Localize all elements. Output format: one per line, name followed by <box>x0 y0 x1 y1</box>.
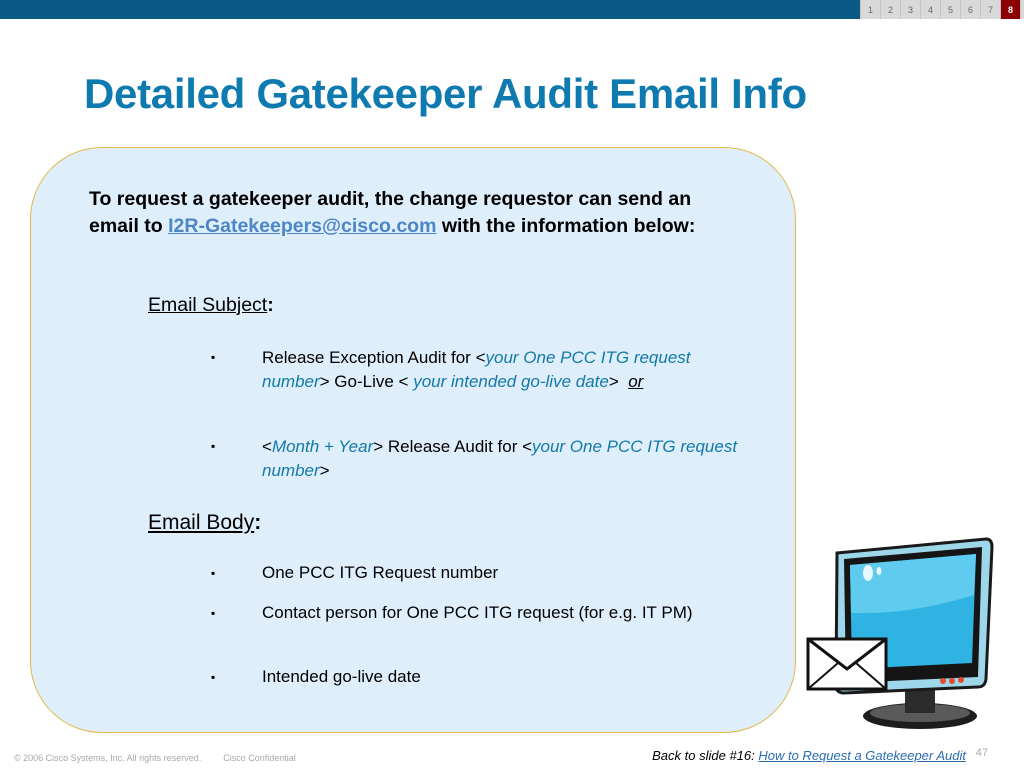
body-bullet-2: Contact person for One PCC ITG request (for e.g. IT PM) <box>262 603 693 622</box>
intro-post: with the information below: <box>436 215 696 237</box>
subject-bullet-2-c: > Release Audit for < <box>373 437 533 456</box>
back-to-slide <box>652 748 966 763</box>
pager-page-3[interactable]: 3 <box>900 0 920 19</box>
pager-page-8-active[interactable]: 8 <box>1000 0 1020 19</box>
email-subject-colon: : <box>267 294 274 316</box>
pager-page-1[interactable]: 1 <box>860 0 880 19</box>
subject-bullet-1-b: your One PCC ITG request number <box>262 348 691 391</box>
email-subject-heading <box>148 294 274 317</box>
confidential-text: Cisco Confidential <box>223 753 296 763</box>
bullet-icon: ▪ <box>211 566 216 580</box>
email-subject-label: Email Subject <box>148 294 268 316</box>
subject-bullet-1-d: your intended go-live date <box>413 372 609 391</box>
subject-bullet-1 <box>262 346 742 394</box>
gatekeeper-email-link[interactable]: I2R-Gatekeepers@cisco.com <box>168 215 437 237</box>
intro-text <box>89 186 729 240</box>
slide-title: Detailed Gatekeeper Audit Email Info <box>84 70 807 117</box>
subject-bullet-2-b: Month + Year <box>271 437 374 456</box>
bullet-icon: ▪ <box>211 350 216 364</box>
subject-bullet-1-a: Release Exception Audit for < <box>262 348 486 367</box>
pager-page-7[interactable]: 7 <box>980 0 1000 19</box>
body-bullet-1: One PCC ITG Request number <box>262 563 499 582</box>
copyright-text: © 2006 Cisco Systems, Inc. All rights reserved. <box>14 753 202 763</box>
subject-bullet-2-d: your One PCC ITG request number <box>262 437 738 480</box>
email-body-label: Email Body <box>148 511 255 534</box>
footer-left <box>14 753 318 763</box>
pager-page-4[interactable]: 4 <box>920 0 940 19</box>
bullet-icon: ▪ <box>211 670 216 684</box>
pager-page-5[interactable]: 5 <box>940 0 960 19</box>
subject-bullet-1-e: > <box>608 372 629 391</box>
intro-pre: To request a gatekeeper audit, the change requestor can send an email to <box>89 188 692 237</box>
pager-page-2[interactable]: 2 <box>880 0 900 19</box>
email-body-heading <box>148 511 261 535</box>
slide-pager <box>860 0 1024 19</box>
pager-page-next[interactable] <box>1020 0 1024 19</box>
pager-page-6[interactable]: 6 <box>960 0 980 19</box>
subject-bullet-1-or: or <box>628 372 644 391</box>
slide-number: 47 <box>975 747 988 759</box>
bullet-icon: ▪ <box>211 606 216 620</box>
subject-bullet-1-c: > Go-Live < <box>319 372 414 391</box>
subject-bullet-2-a: < <box>262 437 272 456</box>
subject-bullet-2 <box>262 435 742 483</box>
subject-bullet-2-e: > <box>319 461 330 480</box>
email-body-colon: : <box>254 511 262 534</box>
back-to-slide-link[interactable]: How to Request a Gatekeeper Audit <box>758 748 966 763</box>
body-bullet-3: Intended go-live date <box>262 667 421 686</box>
back-prefix: Back to slide #16: <box>652 748 759 763</box>
bullet-icon: ▪ <box>211 439 216 453</box>
computer-monitor-with-envelope-icon <box>800 535 995 735</box>
